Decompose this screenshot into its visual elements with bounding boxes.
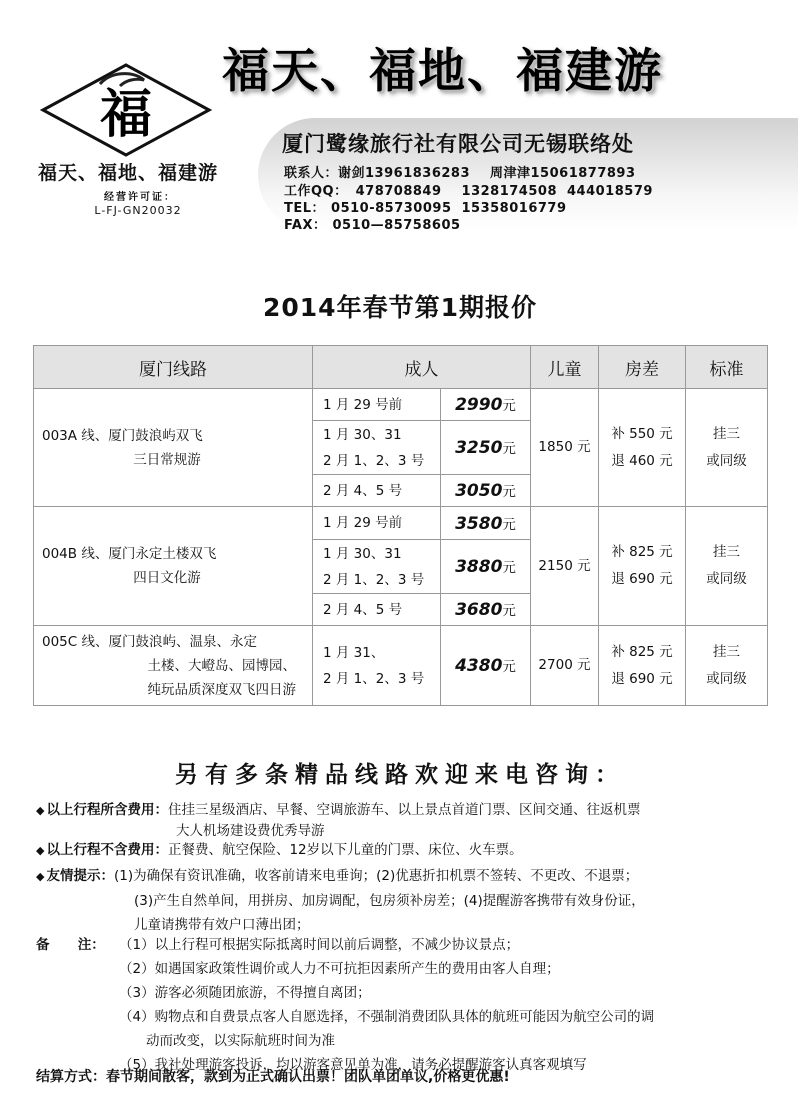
qq-1: 478708849	[355, 184, 442, 199]
room-difference: 补 825 元 退 690 元	[599, 507, 686, 626]
child-price: 1850 元	[531, 389, 599, 507]
contact-2: 周津津15061877893	[490, 166, 636, 181]
header-route: 厦门线路	[34, 346, 313, 389]
departure-date: 2 月 4、5 号	[313, 475, 441, 507]
table-row	[34, 626, 768, 706]
hotel-standard: 挂三 或同级	[686, 507, 768, 626]
tips-line-1: (1)为确保有资讯准确，收客前请来电垂询；(2)优惠折扣机票不签转、不更改、不退票；	[113, 868, 639, 884]
license-number: L-FJ-GN20032	[94, 204, 182, 217]
departure-date: 1 月 31、 2 月 1、2、3 号	[313, 626, 441, 706]
included-fees	[36, 800, 786, 841]
consult-banner: 另有多条精品线路欢迎来电咨询：	[175, 761, 625, 788]
adult-price: 3050元	[441, 475, 531, 507]
departure-date: 1 月 29 号前	[313, 389, 441, 421]
qq-2: 1328174508	[461, 184, 557, 199]
bullet-icon: ◆	[36, 870, 45, 883]
hotel-standard: 挂三 或同级	[686, 389, 768, 507]
included-label: 以上行程所含费用：	[46, 802, 168, 818]
remark-5: （5）我社处理游客投诉，均以游客意见单为准，请务必提醒游客认真客观填写	[119, 1057, 587, 1073]
route-name: 004B 线、厦门永定土楼双飞 四日文化游	[34, 507, 313, 626]
bullet-icon: ◆	[36, 844, 45, 857]
header-adult: 成人	[313, 346, 531, 389]
remark-1: （1）以上行程可根据实际抵离时间以前后调整，不减少协议景点；	[119, 937, 520, 953]
agency-name: 厦门鹭缘旅行社有限公司无锡联络处	[282, 132, 634, 156]
friendly-tips	[36, 864, 786, 937]
departure-date: 1 月 29 号前	[313, 507, 441, 540]
contact-fax	[284, 214, 461, 233]
header-child: 儿童	[531, 346, 599, 389]
adult-price: 2990元	[441, 389, 531, 421]
remarks	[36, 933, 786, 1077]
adult-price: 3580元	[441, 507, 531, 540]
qq-label: 工作QQ：	[284, 184, 348, 199]
adult-price: 3250元	[441, 421, 531, 475]
table-row	[34, 507, 768, 540]
tips-line-2: (3)产生自然单间，用拼房、加房调配，包房须补房差；(4)提醒游客携带有效身份证，	[134, 893, 645, 909]
license-label: 经营许可证：	[104, 192, 176, 203]
table-row	[34, 389, 768, 421]
route-name: 005C 线、厦门鼓浪屿、温泉、永定 土楼、大嶝岛、园博园、 纯玩品质深度双飞四日游	[34, 626, 313, 706]
excluded-text: 正餐费、航空保险、12岁以下儿童的门票、床位、火车票。	[167, 842, 523, 858]
departure-date: 2 月 4、5 号	[313, 594, 441, 626]
hotel-standard: 挂三 或同级	[686, 626, 768, 706]
route-name: 003A 线、厦门鼓浪屿双飞 三日常规游	[34, 389, 313, 507]
fax-number: 0510—85758605	[332, 218, 461, 233]
adult-price: 3880元	[441, 540, 531, 594]
logo-slogan: 福天、福地、福建游	[37, 162, 218, 184]
remarks-label: 备 注：	[36, 937, 105, 953]
remark-3: （3）游客必须随团旅游，不得擅自离团；	[119, 985, 371, 1001]
child-price: 2700 元	[531, 626, 599, 706]
adult-price: 3680元	[441, 594, 531, 626]
departure-date: 1 月 30、31 2 月 1、2、3 号	[313, 421, 441, 475]
included-text: 住挂三星级酒店、早餐、空调旅游车、以上景点首道门票、区间交通、往返机票	[167, 802, 641, 818]
company-logo	[40, 62, 212, 158]
header-room-difference: 房差	[599, 346, 686, 389]
main-title: 福天、福地、福建游	[222, 44, 663, 99]
adult-price: 4380元	[441, 626, 531, 706]
remark-4: （4）购物点和自费景点客人自愿选择，不强制消费团队具体的航班可能因为航空公司的调	[119, 1009, 655, 1025]
bullet-icon: ◆	[36, 804, 45, 817]
tel-1: 0510-85730095	[331, 201, 452, 216]
remark-4-cont: 动而改变，以实际航班时间为准	[146, 1033, 335, 1049]
fax-label: FAX：	[284, 218, 327, 233]
tel-label: TEL：	[284, 201, 326, 216]
departure-date: 1 月 30、31 2 月 1、2、3 号	[313, 540, 441, 594]
tips-line-3: 儿童请携带有效户口薄出团；	[134, 917, 310, 933]
remark-2: （2）如遇国家政策性调价或人力不可抗拒因素所产生的费用由客人自理；	[119, 961, 560, 977]
table-header-row	[34, 346, 768, 389]
logo-character: 福	[99, 84, 153, 145]
contact-persons	[284, 162, 636, 181]
tips-label: 友情提示：	[46, 868, 114, 884]
excluded-fees	[36, 840, 786, 861]
tel-2: 15358016779	[461, 201, 567, 216]
contacts-label: 联系人：	[284, 166, 339, 181]
header-standard: 标准	[686, 346, 768, 389]
included-text-cont: 大人机场建设费优秀导游	[176, 823, 325, 839]
logo-diamond-icon	[40, 62, 212, 158]
price-heading: 2014年春节第1期报价	[263, 293, 537, 322]
contact-1: 谢剑13961836283	[338, 166, 471, 181]
excluded-label: 以上行程不含费用：	[46, 842, 168, 858]
room-difference: 补 550 元 退 460 元	[599, 389, 686, 507]
qq-3: 444018579	[567, 184, 653, 199]
room-difference: 补 825 元 退 690 元	[599, 626, 686, 706]
child-price: 2150 元	[531, 507, 599, 626]
price-table	[33, 345, 768, 706]
settlement-terms: 结算方式：春节期间散客，款到为正式确认出票！团队单团单议,价格更优惠!	[36, 1069, 510, 1085]
